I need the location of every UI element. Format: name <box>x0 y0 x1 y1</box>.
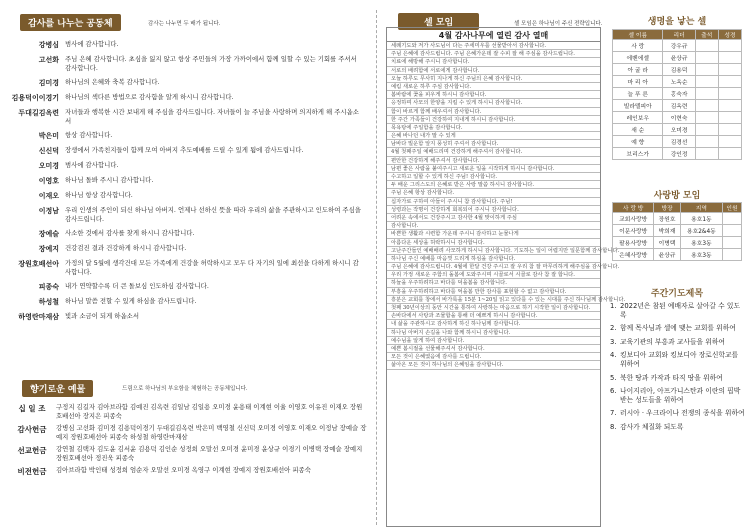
offering-section-note: 드림으로 하나님의 부요함을 체험하는 공동체입니다. <box>122 386 248 392</box>
cell-table-row <box>613 136 742 148</box>
cell-thanks-line: 고난주간들인 예배배려 사모하게 하시니 감사합니다. 기도하는 일이 어렵지만 일문함께 감사합니다. <box>387 247 600 255</box>
cell-thanks-line: 예림 새로운 하루 주심 감사합니다. <box>387 83 600 91</box>
love-table-row <box>613 213 742 225</box>
prayer-item <box>610 302 745 319</box>
cell-thanks-line: 예쁜 봄시절을 선물해주셔서 감사합니다. <box>387 345 600 353</box>
cell-thanks-line: 주님 은혜에 감사드립니다. 4월에 한달 건강 주시고 잘 우리 참 잘 마무리하게 해주심을 감사합니다. <box>387 263 600 271</box>
thanks-entry <box>8 176 363 186</box>
thanks-name: 오미경 <box>38 162 59 170</box>
thanks-entry <box>8 312 363 322</box>
cell-table-header: 성경 <box>718 30 741 40</box>
thanks-name: 신신덕 <box>38 147 59 155</box>
thanks-entry <box>8 282 363 292</box>
thanks-text: 범사에 감사합니다. <box>65 161 119 169</box>
offering-names: 김아브라함 박인태 성정희 엄순자 오말선 오미경 옥영구 이계현 장예지 장원호배선아 피종숙 <box>56 466 311 474</box>
cell-thanks-line: 아름다운 세상을 허락하시니 감사합니다. <box>387 239 600 247</box>
prayer-text: 북한 땅과 카작과 타직 땅을 위하여 <box>620 373 723 382</box>
cell-leader: 김옥련 <box>663 100 695 112</box>
cell-section-title: 셀 모임 <box>398 13 479 30</box>
offering-row <box>8 466 368 477</box>
cell-thanks-line: 두 배운 그리스도의 은혜로 받은 사랑 말씀 하시니 감사합니다. <box>387 181 600 189</box>
prayer-number: 7. <box>610 409 617 418</box>
thanks-text: 건강검진 결과 건강하게 하시니 감사합니다. <box>65 244 187 252</box>
thanks-text: 하나님 말씀 전할 수 있게 하심을 감사드립니다. <box>65 297 197 305</box>
thanks-name: 장원호배선아 <box>18 260 59 268</box>
offering-label: 비전헌금 <box>17 467 47 476</box>
thanks-entry <box>8 55 363 73</box>
thanks-entry <box>8 40 363 50</box>
cell-name: 에벤에셀 <box>613 52 663 64</box>
cell-thanks-line: 삶아온 모든 것이 하나님의 은혜임을 감사합니다. <box>387 361 600 369</box>
thanks-entry <box>8 93 363 103</box>
love-name: 교회사랑방 <box>613 213 654 225</box>
cell-thanks-line: 바쁜한 생활과 시련함 가운데 주시니 감사하고 눈물나게 <box>387 230 600 238</box>
cell-name: 레인보우 <box>613 112 663 124</box>
thanks-text: 우리 인생의 주인이 되신 하나님 아버지. 언제나 선하신 뜻을 따라 우리의 삶을 주관하시고 인도하여 주심을 감사드립니다. <box>65 206 361 223</box>
cell-attendance <box>695 40 718 52</box>
thanks-entry <box>8 259 363 277</box>
love-leader: 이병택 <box>654 237 680 249</box>
prayer-list <box>610 302 745 437</box>
thanks-name: 두대길김옥련 <box>18 109 59 117</box>
cell-table-row <box>613 148 742 160</box>
page-divider <box>376 10 377 525</box>
cell-thanks-heading: 4월 감사나무에 열린 감사 열매 <box>387 28 600 42</box>
thanks-text: 하나님의 섹다른 방법으로 감사함을 알게 하시니 감사합니다. <box>65 93 234 101</box>
love-count <box>723 213 742 225</box>
cell-bible <box>718 124 741 136</box>
cell-thanks-line: 서로의 배려함에 서로에게 감사합니다. <box>387 67 600 75</box>
cell-attendance <box>695 136 718 148</box>
love-table-title: 사랑방 모임 <box>653 191 701 201</box>
cell-leader: 김경선 <box>663 136 695 148</box>
thanks-name: 하성철 <box>38 298 59 306</box>
cell-thanks-line: 어려운 속에서도 건강주시고 감사한 4월 맞이하게 주심 <box>387 214 600 222</box>
thanks-text: 하나님 항상 감사합니다. <box>65 191 133 199</box>
cell-leader: 강우규 <box>663 40 695 52</box>
cell-thanks-line: 성령과는 작명이 건강하게 회복되어 주시니 감사합니다. <box>387 206 600 214</box>
cell-thanks-line: 오늘 하루도 무사히 지나게 하신 주님의 은혜 감사합니다. <box>387 75 600 83</box>
thanks-entry <box>8 78 363 88</box>
thanks-text: 내가 연약할수록 더 큰 돌보심 인도하심 감사합니다. <box>65 282 209 290</box>
thanks-text: 주님 은혜 감사합니다. 초심을 잃지 않고 항상 주민들의 가장 가까이에서 함께 일할 수 있는 기회를 주셔서 감사합니다. <box>65 55 357 72</box>
cell-bible <box>718 64 741 76</box>
cell-attendance <box>695 124 718 136</box>
cell-name: 사 랑 <box>613 40 663 52</box>
love-name: 이문사랑방 <box>613 225 654 237</box>
cell-thanks-line: 모든 것이 은혜였음에 감사를 드립니다. <box>387 353 600 361</box>
cell-bible <box>718 112 741 124</box>
thanks-name: 박은미 <box>38 132 59 140</box>
prayer-text: 러시아 · 우크라이나 전쟁의 종식을 위하여 <box>620 409 745 418</box>
prayer-number: 2. <box>610 324 617 333</box>
offering-list <box>8 403 368 480</box>
prayer-item <box>610 409 745 418</box>
thanks-text: 빛과 소금이 되게 하옵소서 <box>65 312 140 320</box>
thanks-text: 하나님 돌봐 주시니 감사합니다. <box>65 176 154 184</box>
cell-leader: 홍숙자 <box>663 88 695 100</box>
thanks-name: 하영란마재삼 <box>18 313 59 321</box>
thanks-section-note: 감사는 나누면 두 배가 됩니다. <box>148 21 221 27</box>
prayer-text: 감사가 체질화 되도록 <box>620 422 684 431</box>
cell-name: 새 순 <box>613 124 663 136</box>
cell-thanks-line: 함이 바르게 함께 배우셔서 감사합니다. <box>387 108 600 116</box>
thanks-entry <box>8 161 363 171</box>
thanks-entry <box>8 244 363 254</box>
love-area: 용호2&4동 <box>680 225 722 237</box>
love-name: 은혜사랑방 <box>613 249 654 261</box>
thanks-entry <box>8 108 363 126</box>
cell-name: 아 굴 라 <box>613 64 663 76</box>
love-table <box>612 202 742 261</box>
cell-thanks-line: 남편 좋은 사람을 붙여주시고 새로운 일을 시작하게 하시니 감사합니다. <box>387 165 600 173</box>
cell-thanks-line: 하나님 아버지 손길을 나와 함께 하시니 감사합니다. <box>387 329 600 337</box>
cell-table-row <box>613 112 742 124</box>
cell-name: 늘 푸 른 <box>613 88 663 100</box>
prayer-number: 4. <box>610 351 617 360</box>
offering-row <box>8 445 368 463</box>
thanks-entry <box>8 146 363 156</box>
thanks-name: 고선화 <box>38 56 59 64</box>
love-table-row <box>613 225 742 237</box>
love-leader: 윤상규 <box>654 249 680 261</box>
thanks-name: 강병심 <box>38 41 59 49</box>
offering-row <box>8 424 368 442</box>
thanks-text: 범사에 감사합니다. <box>65 40 119 48</box>
cell-leader: 김용덕 <box>663 64 695 76</box>
cell-leader: 오미경 <box>663 124 695 136</box>
cell-thanks-line: 손바다에서 사탕과 조물합을 통해 더 예쁘게 하시니 감사합니다. <box>387 312 600 320</box>
cell-table-title: 생명을 낳는 셀 <box>647 17 707 27</box>
thanks-list <box>8 40 363 327</box>
cell-thanks-line: 응정하며 사모의 한양을 지킬 수 있게 하시니 감사합니다. <box>387 99 600 107</box>
cell-thanks-line: 우리 가정 새로운 주함의 돌봄에 도와주시며 시골로서 시골로 감사 참 잘 합니다. <box>387 271 600 279</box>
love-name: 팔용사랑방 <box>613 237 654 249</box>
cell-thanks-line: 하나님 주신 예배를 마음껏 드리게 하심을 감사합니다. <box>387 255 600 263</box>
cell-table-row <box>613 40 742 52</box>
cell-table-row <box>613 64 742 76</box>
prayer-number: 5. <box>610 373 617 382</box>
thanks-name: 이영호 <box>38 177 59 185</box>
prayer-item <box>610 351 745 368</box>
thanks-text: 하나님의 은혜와 축복 감사합니다. <box>65 78 160 86</box>
cell-leader: 강인정 <box>663 148 695 160</box>
love-area: 용호3동 <box>680 249 722 261</box>
cell-thanks-line: 세례기도와 저가 사도님이 다는 주세미우를 선물받아서 감사합니다. <box>387 42 600 50</box>
love-count <box>723 225 742 237</box>
cell-thanks-line: 감사합니다. <box>387 222 600 230</box>
love-count <box>723 237 742 249</box>
cell-bible <box>718 136 741 148</box>
thanks-name: 장예지 <box>38 245 59 253</box>
cell-bible <box>718 40 741 52</box>
love-table-header: 사 랑 방 <box>613 203 654 213</box>
cell-bible <box>718 100 741 112</box>
prayer-item <box>610 324 745 333</box>
cell-table-row <box>613 52 742 64</box>
cell-name: 예 향 <box>613 136 663 148</box>
cell-table-header: 출석 <box>695 30 718 40</box>
cell-thanks-line: 첫째 30년이상의 동안 시간을 통하여 사랑하는 마음으로 하기 시작한 일이 감사합니다. <box>387 304 600 312</box>
love-area: 용호1동 <box>680 213 722 225</box>
cell-attendance <box>695 64 718 76</box>
cell-thanks-line: 주님 은혜 항상 감사합니다. <box>387 189 600 197</box>
thanks-entry <box>8 206 363 224</box>
cell-thanks-line: 봄바람에 꽃을 피우게 하시니 감사합니다. <box>387 91 600 99</box>
cell-thanks-line: 치료에 해방해 주시니 감사합니다. <box>387 58 600 66</box>
thanks-name: 피종숙 <box>38 283 59 291</box>
prayer-item <box>610 374 745 383</box>
cell-attendance <box>695 52 718 64</box>
thanks-name: 김용덕이이경기 <box>11 94 59 102</box>
prayer-text: 함께 목사님과 셀에 맺는 교회를 위하여 <box>620 324 736 333</box>
cell-thanks-line: 주님 은혜에 감사드립니다. 주님 은혜가운데 잘 수피 잘 해 주심을 감사드립니다. <box>387 50 600 58</box>
cell-thanks-line: 편안한 건강하게 해주셔서 감사합니다. <box>387 157 600 165</box>
cell-bible <box>718 76 741 88</box>
offering-row <box>8 403 368 421</box>
cell-attendance <box>695 88 718 100</box>
cell-thanks-line: 한 주간 가족들이 건강하여 지내게 하시니 감사합니다. <box>387 116 600 124</box>
cell-leader: 윤상규 <box>663 52 695 64</box>
cell-thanks-line: 목욕탕에 주일함을 감사합니다. <box>387 124 600 132</box>
cell-thanks-line: 수고하고 일할 수 있게 하신 주님! 감사합니다. <box>387 173 600 181</box>
cell-thanks-line: 예수님을 알게 하여 감사합니다. <box>387 337 600 345</box>
cell-attendance <box>695 100 718 112</box>
offering-names: 구정지 김길자 김아브라함 김예진 김옥련 김일남 김일용 오미경 윤용태 이계현 이율 이영호 이유진 이재오 장원호배선아 장지은 피종숙 <box>56 403 363 420</box>
thanks-name: 이정남 <box>38 207 59 215</box>
offering-label: 십 일 조 <box>18 404 46 413</box>
thanks-text: 가정의 달 5월에 생각건대 모든 가족에게 건강을 허락하시고 모두 다 자기의 일에 최선을 다하게 하시니 감사합니다. <box>65 259 359 276</box>
love-table-header: 인원 <box>723 203 742 213</box>
thanks-entry <box>8 131 363 141</box>
cell-thanks-lines <box>387 42 626 370</box>
cell-table <box>612 29 742 160</box>
thanks-text: 자녀들과 행복한 시간 보내게 해 주심을 감사드립니다. 자녀들이 늘 주님을 사랑하며 의지하게 해 주시옵소서 <box>65 108 359 125</box>
cell-leader: 노옥순 <box>663 76 695 88</box>
love-area: 용호3동 <box>680 237 722 249</box>
cell-leader: 이현숙 <box>663 112 695 124</box>
offering-label: 감사헌금 <box>17 425 47 434</box>
thanks-entry <box>8 191 363 201</box>
offering-section-title: 향기로운 예물 <box>22 380 93 397</box>
thanks-text: 사소한 것에서 감사를 찾게 하시니 감사합니다. <box>65 229 195 237</box>
prayer-text: 나이지리아, 아프가니스탄과 이란의 핍박받는 성도들을 위하여 <box>620 387 741 404</box>
love-leader: 박희재 <box>654 225 680 237</box>
cell-thanks-line: 남바다 빌운함 앞지 풍성히 주셔서 감사합니다. <box>387 140 600 148</box>
cell-attendance <box>695 76 718 88</box>
prayer-number: 8. <box>610 422 617 431</box>
cell-thanks-line: 하늘을 우주하려하고 바다를 덕을봄을 감사합니다. <box>387 279 600 287</box>
thanks-entry <box>8 297 363 307</box>
love-table-row <box>613 237 742 249</box>
cell-thanks-line: 내 삶을 주관하시고 감사하게 하신 하나님께 감사합니다. <box>387 320 600 328</box>
thanks-name: 이재오 <box>38 192 59 200</box>
prayer-number: 3. <box>610 337 617 346</box>
prayer-text: 교육기관의 부흥과 교사들을 위하여 <box>620 337 725 346</box>
cell-section-note: 셀 모임은 하나님이 주신 전략입니다. <box>514 21 603 27</box>
offering-names: 강병심 고선화 김미경 김용덕이경기 두대길김옥련 박은미 백영철 신신덕 오미경 이영호 이재오 이정남 장예슬 장예지 장원호배선아 피종숙 하성철 하영란마재삼 <box>56 424 367 441</box>
cell-thanks-line: 십자가로 구하여 아들이 주시니 참 감사합니다. 주님! <box>387 198 600 206</box>
prayer-text: 2022년은 참된 예배자로 살아갈 수 있도록 <box>620 302 741 319</box>
offering-names: 강연철 김택자 김도윤 김서윤 김용덕 김인순 성정희 오말선 오미경 윤미경 윤상규 이경기 이병택 장예슬 장예지 장원호배선아 정진욱 피종숙 <box>56 445 363 462</box>
cell-attendance <box>695 148 718 160</box>
offering-label: 선교헌금 <box>17 446 47 455</box>
cell-name: 브리스가 <box>613 148 663 160</box>
cell-table-row <box>613 100 742 112</box>
cell-thanks-box <box>386 27 626 527</box>
cell-table-row <box>613 76 742 88</box>
thanks-text: 장생에서 가족친지들이 함께 모여 아버지 추도예배를 드릴 수 있게 됨에 감사드립니다. <box>65 146 304 154</box>
cell-thanks-line: 부흥을 우주하려하고 바다를 억을봄 만한 감사를 표현할 수 없고 감사합니다. <box>387 288 600 296</box>
cell-table-row <box>613 124 742 136</box>
love-count <box>723 249 742 261</box>
thanks-name: 김미경 <box>38 79 59 87</box>
thanks-name: 장예슬 <box>38 230 59 238</box>
love-table-header: 지역 <box>680 203 722 213</box>
cell-bible <box>718 148 741 160</box>
cell-name: 마 리 아 <box>613 76 663 88</box>
prayer-item <box>610 387 745 404</box>
love-table-row <box>613 249 742 261</box>
prayer-number: 1. <box>610 302 617 310</box>
cell-table-header: 리더 <box>663 30 695 40</box>
love-leader: 장원호 <box>654 213 680 225</box>
prayer-text: 킹보디아 교회와 킹보디아 장로신학교를 위하여 <box>620 351 739 368</box>
cell-attendance <box>695 112 718 124</box>
love-table-header: 방장 <box>654 203 680 213</box>
cell-table-row <box>613 88 742 100</box>
cell-thanks-line: 흥분은 교회를 창에서 바가룩을 15분 1~20일 읽고 있다를 수 있는 시대를 주신 하나님께 감사합니다. <box>387 296 600 304</box>
cell-thanks-line: 4월 첫째주일 예배드리며 건강하게 해주셔서 감사합니다. <box>387 148 600 156</box>
thanks-section-title: 감사를 나누는 공동체 <box>20 14 121 31</box>
cell-table-header: 셀 이름 <box>613 30 663 40</box>
cell-name: 빌라델피아 <box>613 100 663 112</box>
prayer-title: 주간기도제목 <box>650 289 704 299</box>
thanks-entry <box>8 229 363 239</box>
prayer-item <box>610 423 745 432</box>
prayer-item <box>610 338 745 347</box>
cell-bible <box>718 88 741 100</box>
cell-bible <box>718 52 741 64</box>
thanks-text: 항상 감사합니다. <box>65 131 113 139</box>
cell-thanks-line: 은혜 바나던 내가 말 수 있게 <box>387 132 600 140</box>
prayer-number: 6. <box>610 387 617 396</box>
